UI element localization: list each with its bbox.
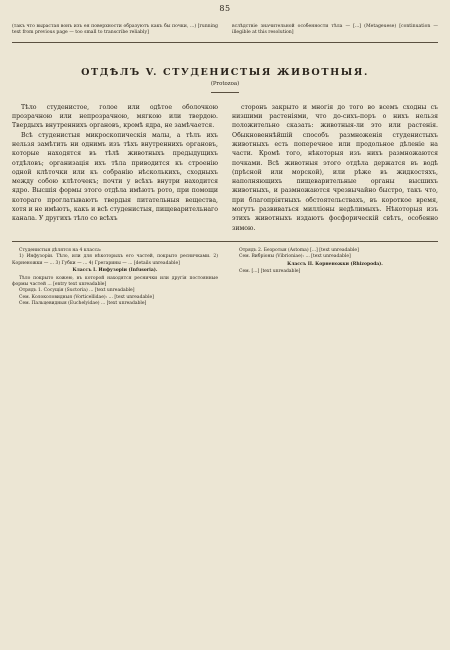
main-paragraph: сторонъ закрыто и многія до того во всемъ сходны съ низшими растеніями, что до-сихъ-поръ о нихъ нельзя положительно сказать: животныя-ли это или растенія. Обыкновеннѣйшій способъ размноженія студенистыхъ животныхъ есть поперечное или продольное дѣленіе на части. Кромѣ того, нѣкоторыя изъ нихъ размножаются почками. Всѣ животныя этого отдѣла держатся въ водѣ (прѣсной или морской), или рѣже въ жидкостяхъ, наполняющихъ пищеварительные органы высшихъ животныхъ, и размножаются чрезвычайно быстро, такъ что, при благопріятныхъ обстоятельствахъ, въ короткое время, могутъ развиваться милліоны недѣлимыхъ. Нѣкоторыя изъ этихъ животныхъ издаютъ фосфорическій свѣтъ, особенно зимою. [232, 103, 438, 232]
classification-entry: Сем. Колоколовидныя (Vorticellidae): ... [text unreadable] [19, 294, 154, 300]
classification-entry: Отрядъ 1. Сосущія (Suctoria) ... [text unreadable] [19, 288, 135, 294]
classification-entry: Сем. Пальцевидныя (Euchelyidae) ... [text unreadable] [19, 301, 147, 307]
classification-entry: Сем. [...] [text unreadable] [239, 269, 301, 275]
classification-entry: Отрядъ 2. Безротыя (Astoma) [...] [text unreadable] [239, 247, 359, 253]
classification-left-column [12, 248, 218, 308]
top-divider [12, 42, 438, 43]
classification-entry: 1) Инфузоріи. Тѣло, или для нѣкоторыхъ его частей, покрыто ресничками. 2) Корненожки — ... 3) Губки — ... 4) Грегарины — ... [details unreadable] [12, 254, 218, 266]
mid-divider [12, 241, 438, 242]
main-text [12, 103, 438, 233]
main-right-column [232, 103, 438, 233]
section-title: ОТДѢЛЪ V. СТУДЕНИСТЫЯ ЖИВОТНЫЯ. [81, 66, 369, 78]
class-heading: Классъ I. Инфузоріи (Infusoria). [72, 268, 158, 274]
top-left-text: (такъ что вырастая вонъ изъ ея поверхности образуютъ какъ бы почки, ...) [running text from previous page — too small to transcribe reliably] [12, 24, 218, 36]
section-title-rule [211, 92, 239, 93]
classification-entry: Тѣло покрыто кожею, въ которой находятся реснички или другія постоянные формы частей ... [entry text unreadable] [12, 275, 218, 287]
section-subtitle: (Protozoa) [210, 80, 240, 87]
page-number: 85 [219, 4, 231, 13]
main-left-column [12, 103, 218, 233]
class-heading: Классъ II. Корненожки (Rhizopoda). [287, 261, 383, 267]
classification-text [12, 248, 438, 308]
top-continuation [12, 24, 438, 37]
classification-entry: Сем. Вибріоны (Vibrioniae): ... [text unreadable] [239, 254, 351, 260]
main-paragraph: Всѣ студенистыя микроскопическія малы, а тѣлъ ихъ нельзя замѣтить ни однимъ изъ тѣхъ внутреннихъ органовъ, которые находятся въ тѣлѣ животныхъ предыдущихъ отдѣловъ; организація ихъ тѣла приводится къ строенію одной клѣточки или къ собранію нѣсколькихъ, сходныхъ между собою клѣточекъ; почти у всѣхъ внутри находится ядро. Высшія формы этого отдѣла имѣютъ рото, при помощи котораго проглатываютъ твердыя питательныя вещества, хотя и не имѣютъ, какъ и всѣ студенистыя, пищеварительнаго канала. У другихъ тѣло со всѣхъ [12, 131, 218, 223]
main-paragraph: Тѣло студенистое, голое или одѣтое оболочкою прозрачною или непрозрачною, мягкою или твердою. Твердыхъ внутреннихъ органовъ, кромѣ ядра, не замѣчается. [12, 103, 218, 130]
classification-right-column [232, 248, 438, 308]
classification-entry: Студенистыя дѣлятся на 4 класса: [19, 247, 102, 253]
top-right-text: вслѣдствіе значительной особенности тѣла — [...] (Metageuese) [continuation — illegible at this resolution] [232, 24, 438, 36]
